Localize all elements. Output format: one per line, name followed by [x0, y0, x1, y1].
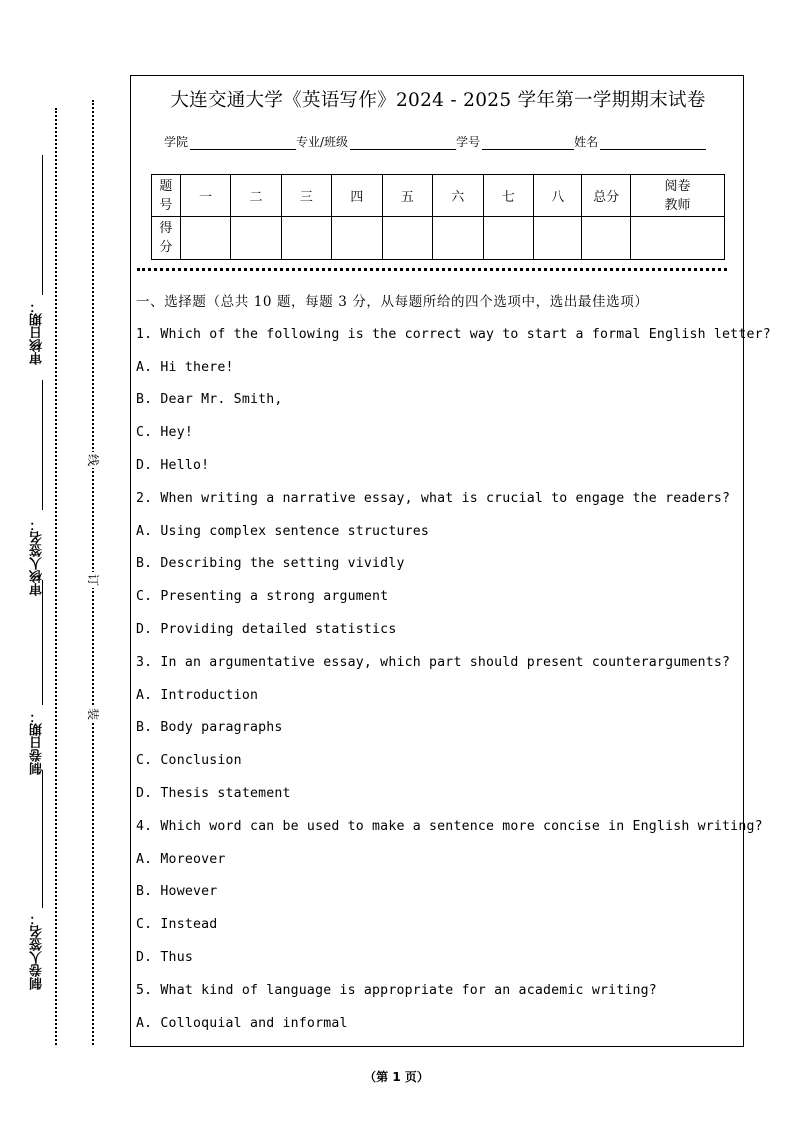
name-label: 姓名 [574, 135, 599, 149]
option-line: B. Describing the setting vividly [136, 556, 405, 572]
score-cell-7[interactable] [483, 217, 533, 260]
score-cell-total[interactable] [582, 217, 630, 260]
student-id-field[interactable] [482, 135, 574, 150]
option-line: D. Thesis statement [136, 785, 291, 801]
score-cell-5[interactable] [382, 217, 432, 260]
dotted-separator [137, 268, 727, 271]
col-2: 二 [231, 175, 281, 217]
score-table-header-row [152, 175, 725, 217]
bind-mark-line: 线 [86, 453, 100, 466]
option-line: C. Presenting a strong argument [136, 589, 389, 605]
student-info-row [164, 133, 724, 150]
question-line: 5. What kind of language is appropriate for an academic writing? [136, 982, 657, 998]
approve-date-blank[interactable] [42, 155, 44, 295]
maker-sign-blank[interactable] [42, 770, 44, 908]
score-cell-4[interactable] [332, 217, 382, 260]
section1-heading: 一、选择题（总共 10 题，每题 3 分，从每题所给的四个选项中，选出最佳选项） [136, 294, 649, 310]
make-date-label: 制卷日期： [30, 710, 45, 775]
option-line: A. Using complex sentence structures [136, 523, 430, 539]
option-line: C. Hey! [136, 425, 193, 441]
major-label: 专业/班级 [296, 135, 349, 149]
approve-date-label: 审核日期： [30, 300, 45, 365]
college-field[interactable] [190, 135, 296, 150]
option-line: A. Colloquial and informal [136, 1015, 348, 1031]
approver-sign-label: 审核人签名： [30, 518, 45, 596]
option-line: A. Moreover [136, 851, 226, 867]
col-8: 八 [533, 175, 581, 217]
page-number: （第 1 页） [364, 1070, 429, 1084]
question-line: 4. Which word can be used to make a sentence more concise in English writing? [136, 818, 763, 834]
col-1: 一 [180, 175, 230, 217]
maker-sign-label: 制卷人签名： [30, 912, 45, 990]
score-cell-1[interactable] [180, 217, 230, 260]
score-label: 得分 [152, 217, 181, 260]
option-line: D. Thus [136, 949, 193, 965]
option-line: A. Introduction [136, 687, 259, 703]
score-table-score-row [152, 217, 725, 260]
score-cell-grader[interactable] [630, 217, 724, 260]
score-cell-3[interactable] [281, 217, 331, 260]
option-line: D. Providing detailed statistics [136, 621, 397, 637]
option-line: C. Instead [136, 917, 218, 933]
approver-sign-blank[interactable] [42, 380, 44, 510]
college-label: 学院 [164, 135, 189, 149]
col-grader: 阅卷教师 [630, 175, 724, 217]
major-field[interactable] [350, 135, 456, 150]
exam-title: 大连交通大学《英语写作》2024 - 2025 学年第一学期期末试卷 [170, 90, 706, 111]
question-line: 1. Which of the following is the correct way to start a formal English letter? [136, 326, 771, 342]
exam-frame [130, 75, 771, 1047]
question-no-header: 题号 [152, 175, 181, 217]
col-total: 总分 [582, 175, 630, 217]
make-date-blank[interactable] [42, 580, 44, 705]
option-line: C. Conclusion [136, 753, 242, 769]
col-5: 五 [382, 175, 432, 217]
col-6: 六 [433, 175, 483, 217]
option-line: A. Hi there! [136, 359, 234, 375]
student-id-label: 学号 [456, 135, 481, 149]
section1-content [136, 290, 771, 1044]
question-line: 3. In an argumentative essay, which part should present counterarguments? [136, 654, 731, 670]
option-line: B. Body paragraphs [136, 720, 283, 736]
option-line: D. Hello! [136, 457, 210, 473]
col-3: 三 [281, 175, 331, 217]
col-4: 四 [332, 175, 382, 217]
score-cell-2[interactable] [231, 217, 281, 260]
binding-dotted-line-outer [55, 108, 57, 1045]
bind-mark-order: 订 [86, 573, 100, 586]
option-line: B. Dear Mr. Smith, [136, 392, 283, 408]
score-table [151, 174, 725, 260]
question-line: 2. When writing a narrative essay, what is crucial to engage the readers? [136, 490, 731, 506]
option-line: B. However [136, 884, 218, 900]
bind-mark-install: 装 [86, 707, 100, 720]
score-cell-8[interactable] [533, 217, 581, 260]
col-7: 七 [483, 175, 533, 217]
name-field[interactable] [600, 135, 706, 150]
score-cell-6[interactable] [433, 217, 483, 260]
